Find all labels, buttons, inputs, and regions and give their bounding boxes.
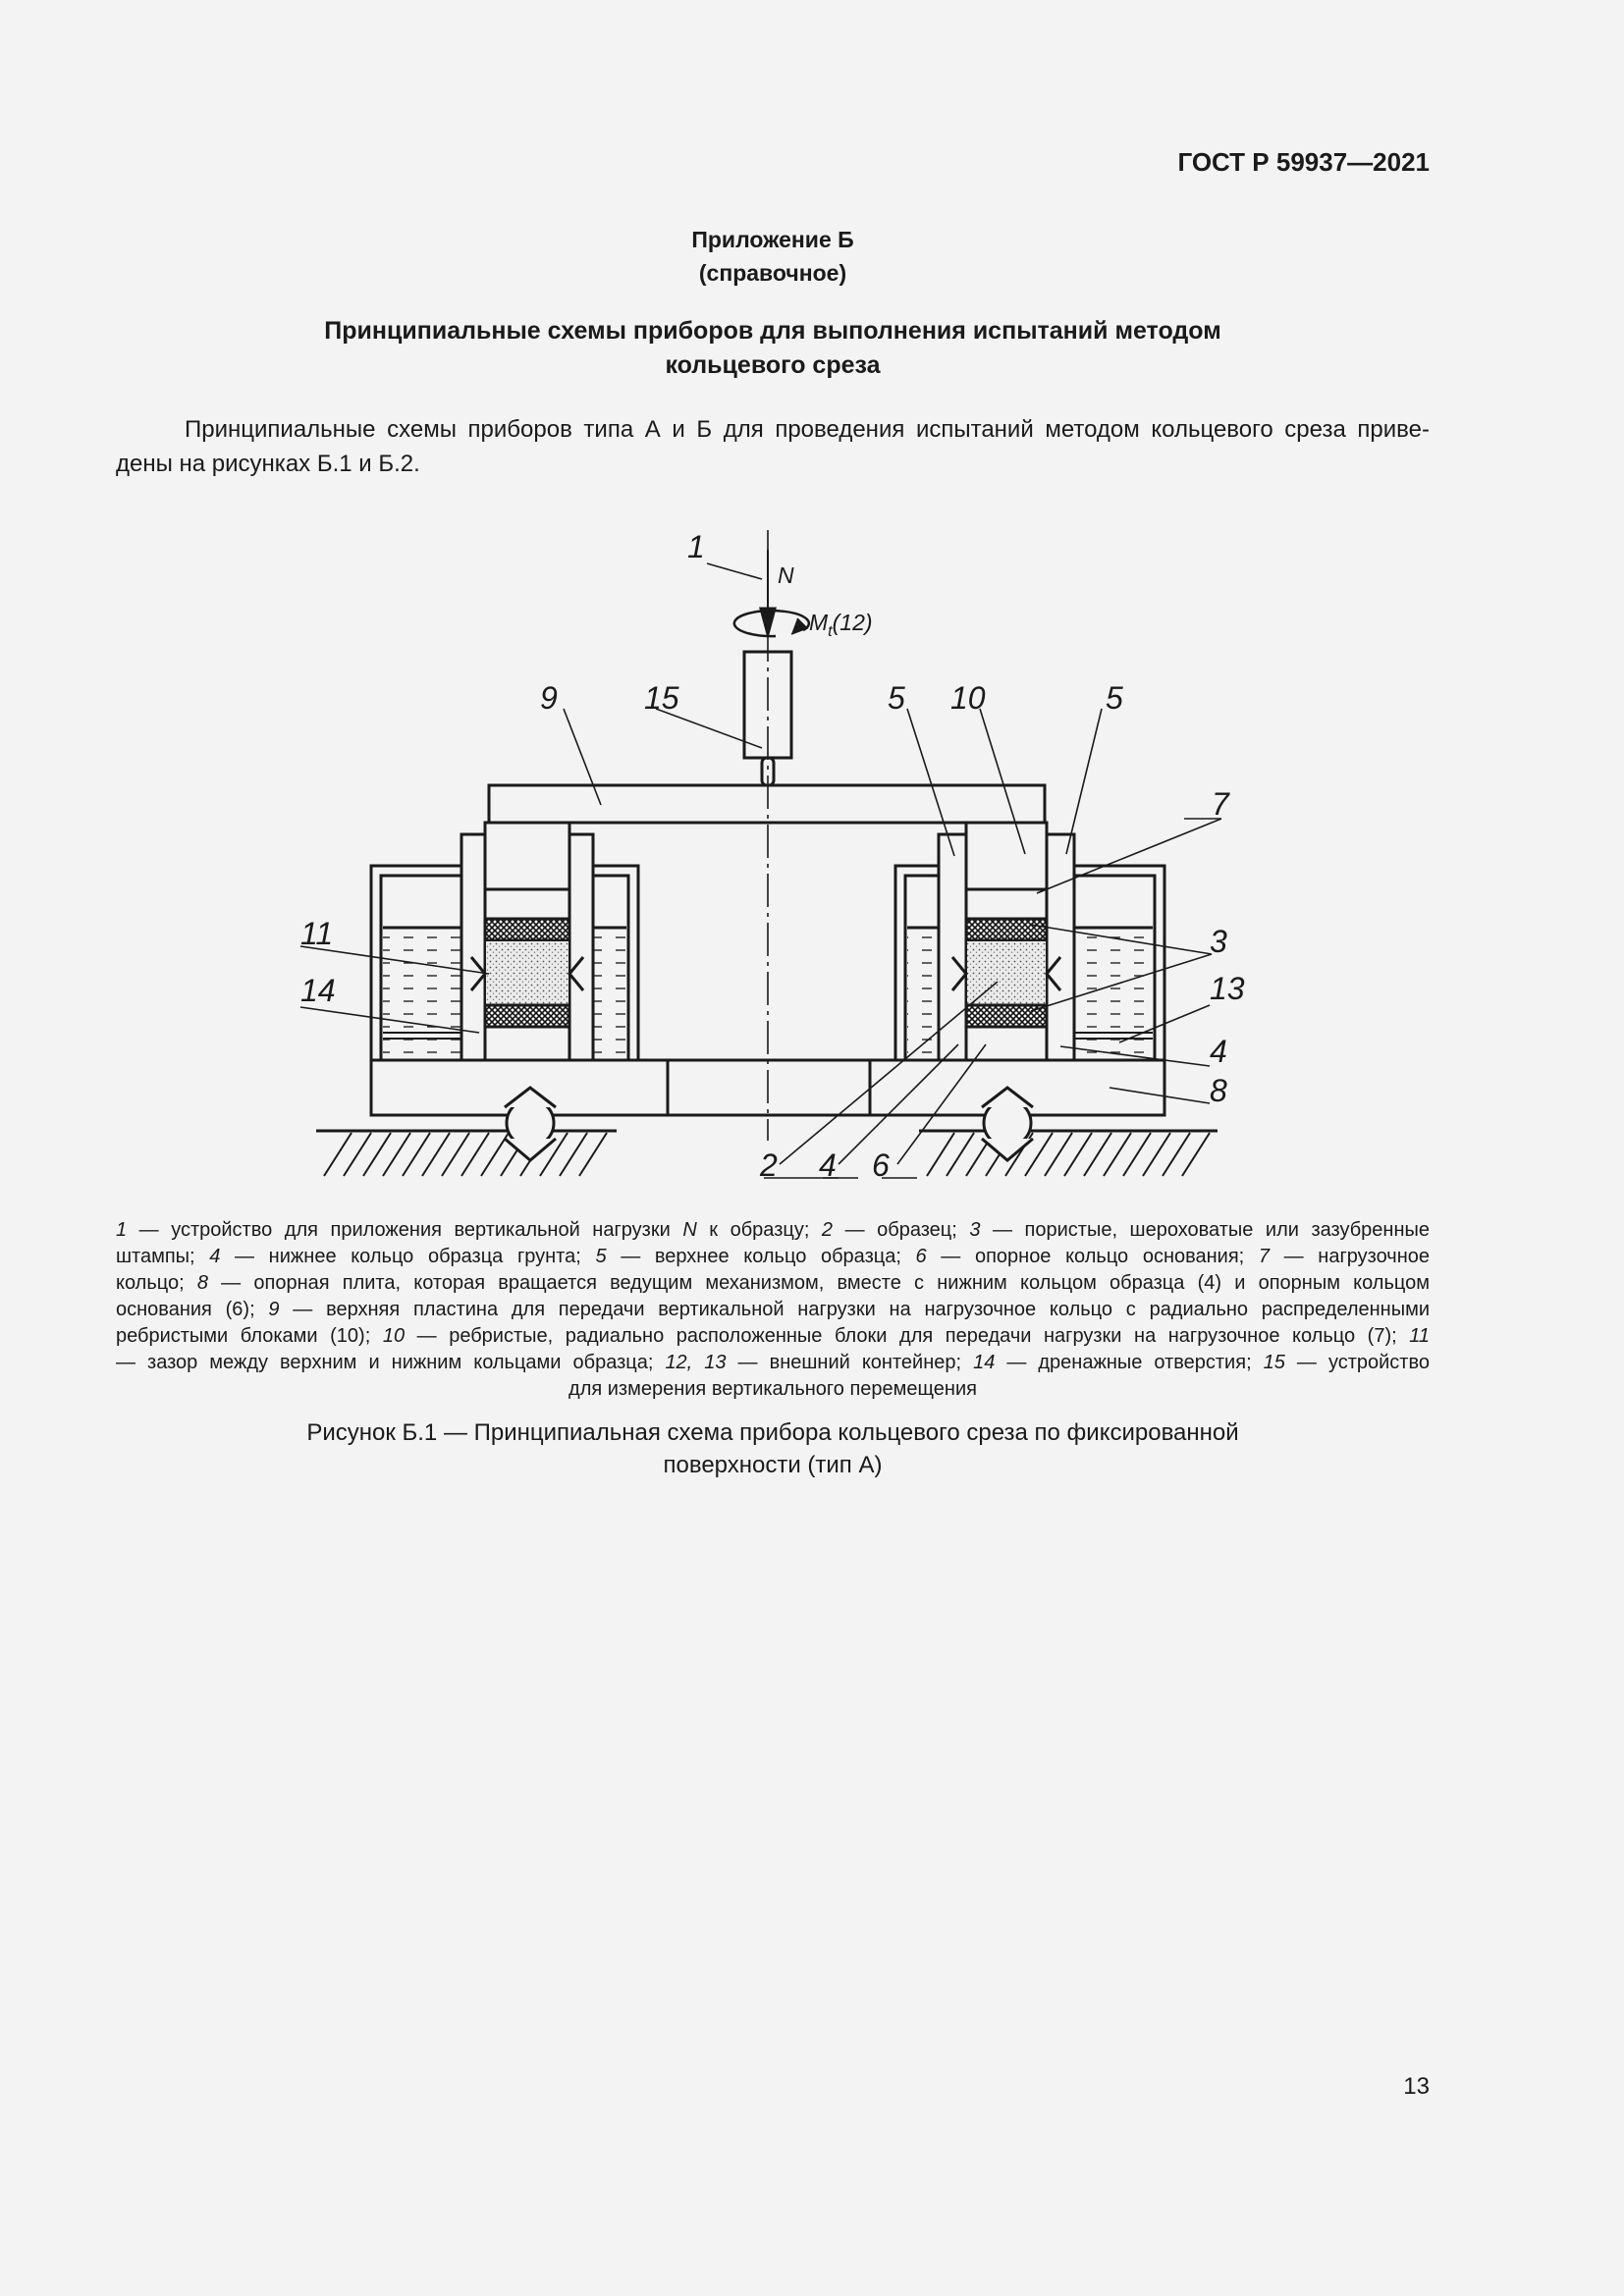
label-Mt: $M_t(12)$ [809,610,873,640]
figure-b1 [0,520,1624,1198]
label-N: N [778,562,794,588]
ring-shear-apparatus-diagram [0,520,1624,1198]
porous-plate-right-top [966,919,1047,940]
label-9: 9 [540,680,558,716]
label-3: 3 [1210,924,1227,959]
legend-line7: для измерения вертикального перемещения [568,1378,977,1400]
label-13: 13 [1210,971,1245,1006]
loading-block-right [966,823,1047,889]
figure-caption [226,1416,1320,1481]
base-ring-left [485,1027,569,1060]
section-title-line1: Принципиальные схемы приборов для выполнения испытаний методом [324,317,1221,345]
page-number: 13 [1403,2073,1430,2100]
ground-hatch-left [324,1133,607,1176]
appendix-title: Приложение Б [691,227,854,252]
porous-plate-left-bottom [485,1005,569,1027]
label-2: 2 [760,1148,778,1183]
base-plate-center [668,1060,870,1115]
label-5-right: 5 [1106,680,1123,716]
label-11: 11 [300,916,334,951]
loading-ring-left [485,889,569,919]
loading-block-left [485,823,569,889]
caption-line1: Рисунок Б.1 — Принципиальная схема прибора кольцевого среза по фиксированной [306,1419,1239,1446]
ring-wall-left-inner [569,834,593,1060]
legend-line5: ребристыми блоками (10); 10 — ребристые, радиально расположенные блоки для передачи нагрузки на нагрузочное кольцо (7); 11 [116,1325,1430,1347]
ring-wall-right-inner [939,834,966,1060]
porous-plate-left-top [485,919,569,940]
sample-right [966,940,1047,1005]
intro-line2: дены на рисунках Б.1 и Б.2. [116,451,420,477]
appendix-subtitle: (справочное) [698,260,847,286]
force-arrow [761,609,775,634]
caption-line2: поверхности (тип А) [663,1452,883,1478]
sample-left [485,940,569,1005]
label-8: 8 [1210,1073,1227,1108]
legend-line4: основания (6); 9 — верхняя пластина для передачи вертикальной нагрузки на нагрузочное кольцо с радиально распределенными [116,1299,1430,1320]
legend-line6: — зазор между верхним и нижним кольцами образца; 12, 13 — внешний контейнер; 14 — дренажные отверстия; 15 — устройство [116,1352,1430,1373]
label-4-bottom: 4 [819,1148,837,1183]
legend-line3: кольцо; 8 — опорная плита, которая вращается ведущим механизмом, вместе с нижним кольцом образца (4) и опорным кольцом [116,1272,1430,1294]
top-plate [489,785,1045,823]
loading-ring-right [966,889,1047,919]
label-10: 10 [950,680,986,716]
ground-hatch-right [927,1133,1210,1176]
ring-wall-right-outer [1047,834,1074,1060]
document-code: ГОСТ Р 59937—2021 [1177,147,1430,177]
water-right-inner [907,928,939,1057]
label-1: 1 [687,529,705,564]
label-15: 15 [644,680,679,716]
legend-line2: штампы; 4 — нижнее кольцо образца грунта; 5 — верхнее кольцо образца; 6 — опорное кольцо основания; 7 — нагрузочное [116,1246,1431,1267]
legend-line1: 1 — устройство для приложения вертикальной нагрузки N к образцу; 2 — образец; 3 — пористые, шероховатые или зазубренные [116,1219,1430,1241]
label-4: 4 [1210,1034,1227,1069]
section-title [226,314,1320,383]
ring-wall-left-outer [461,834,485,1060]
label-7: 7 [1212,786,1229,822]
label-5-left: 5 [888,680,905,716]
intro-paragraph [116,412,1430,481]
porous-plate-right-bottom [966,1005,1047,1027]
section-title-line2: кольцевого среза [665,351,881,379]
figure-legend [116,1217,1430,1403]
label-14: 14 [300,973,336,1008]
label-6: 6 [872,1148,890,1183]
intro-line1: Принципиальные схемы приборов типа А и Б для проведения испытаний методом кольцевого среза приве- [185,416,1430,443]
